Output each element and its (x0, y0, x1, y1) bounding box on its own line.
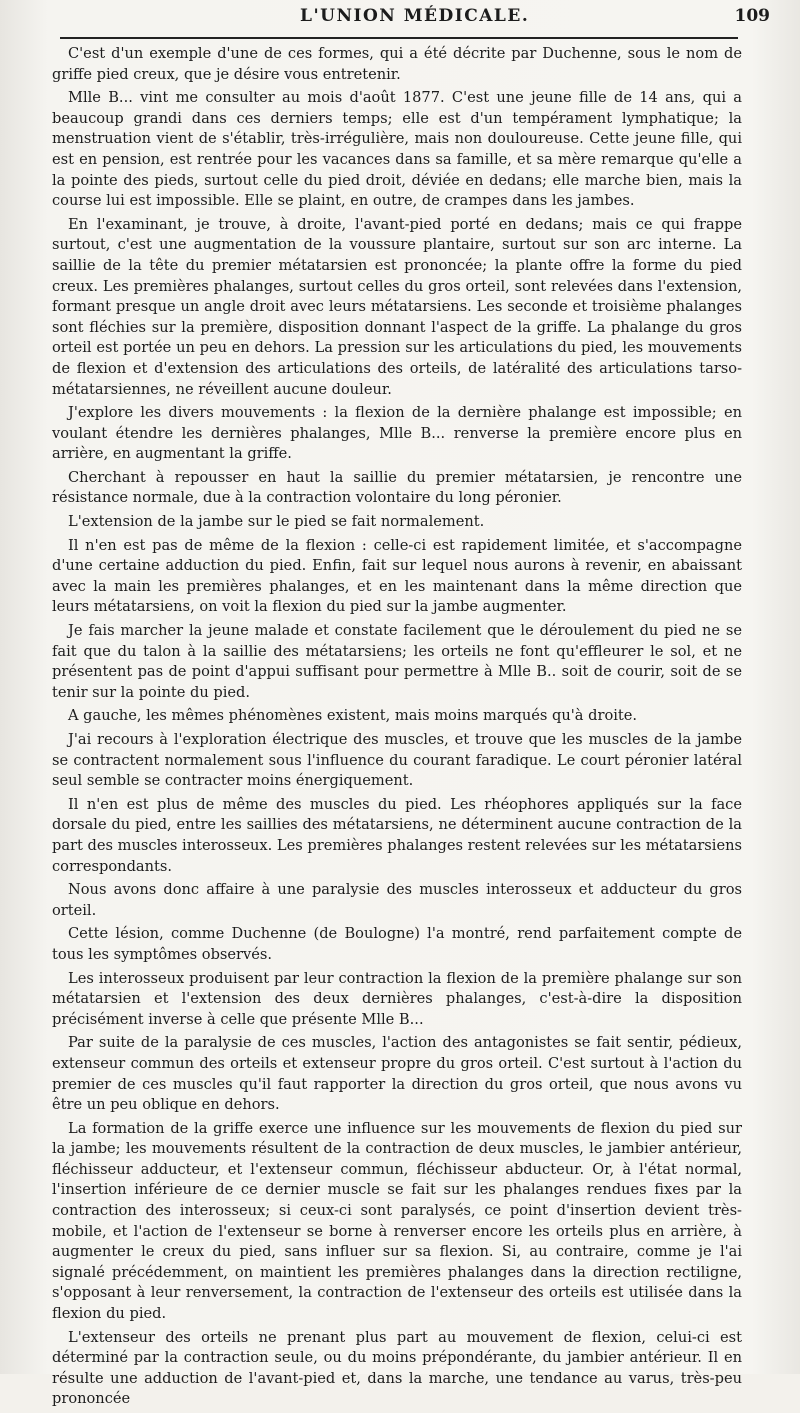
paragraph: En l'examinant, je trouve, à droite, l'avant-pied porté en dedans; mais ce qui frappe surtout, c'est une augmentation de la voussure plantaire, surtout sur son arc interne. La saillie de la tête du premier métatarsien est prononcée; la plante offre la forme du pied creux. Les premières phalanges, surtout celles du gros orteil, sont relevées dans l'extension, formant presque un angle droit avec leurs métatarsiens. Les seconde et troisième phalanges sont fléchies sur la première, disposition donnant l'aspect de la griffe. La phalange du gros orteil est portée un peu en dehors. La pression sur les articulations du pied, les mouvements de flexion et d'extension des articulations des orteils, de latéralité des articulations tarso-métatarsiennes, ne réveillent aucune douleur. (52, 215, 742, 398)
paragraph: La formation de la griffe exerce une influence sur les mouvements de flexion du pied sur la jambe; les mouvements résultent de la contraction de deux muscles, le jambier antérieur, fléchisseur adducteur, et l'extenseur commun, fléchisseur abducteur. Or, à l'état normal, l'insertion inférieure de ce dernier muscle se fait sur les phalanges rendues fixes par la contraction des interosseux; si ceux-ci sont paralysés, ce point d'insertion devient très-mobile, et l'action de l'extenseur se borne à renverser encore les orteils plus en arrière, à augmenter le creux du pied, sans influer sur sa flexion. Si, au contraire, comme je l'ai signalé précédemment, on maintient les premières phalanges dans la direction rectiligne, s'opposant à leur renversement, la contraction de l'extenseur des orteils est utilisée dans la flexion du pied. (52, 1119, 742, 1323)
paragraph: Par suite de la paralysie de ces muscles, l'action des antagonistes se fait sentir, pédieux, extenseur commun des orteils et extenseur propre du gros orteil. C'est surtout à l'action du premier de ces muscles qu'il faut rapporter la direction du gros orteil, que nous avons vu être un peu oblique en dehors. (52, 1034, 742, 1114)
paragraph: C'est d'un exemple d'une de ces formes, qui a été décrite par Duchenne, sous le nom de griffe pied creux, que je désire vous entretenir. (52, 45, 742, 83)
paragraph: J'ai recours à l'exploration électrique des muscles, et trouve que les muscles de la jambe se contractent normalement sous l'influence du courant faradique. Le court péronier latéral seul semble se contracter moins énergiquement. (52, 731, 742, 790)
paragraph: L'extension de la jambe sur le pied se fait normalement. (68, 513, 485, 531)
paragraph: Il n'en est pas de même de la flexion : celle-ci est rapidement limitée, et s'accompagne d'une certaine adduction du pied. Enfin, fait sur lequel nous aurons à revenir, en abaissant avec la main les premières phalanges, et en les maintenant dans la même direction que leurs métatarsiens, on voit la flexion du pied sur la jambe augmenter. (52, 536, 742, 616)
running-title: L'UNION MÉDICALE. (300, 6, 530, 26)
header-rule (60, 37, 738, 39)
page-number: 109 (734, 6, 770, 26)
paragraph: Je fais marcher la jeune malade et constate facilement que le déroulement du pied ne se fait que du talon à la saillie des métatarsiens; les orteils ne font qu'effleurer le sol, et ne présentent pas de point d'appui suffisant pour permettre à Mlle B.. soit de courir, soit de se tenir sur la pointe du pied. (52, 622, 742, 701)
paragraph: Nous avons donc affaire à une paralysie des muscles interosseux et adducteur du gros orteil. (52, 881, 742, 919)
paragraph: L'extenseur des orteils ne prenant plus part au mouvement de flexion, celui-ci est déterminé par la contraction seule, ou du moins prépondérante, du jambier antérieur. Il en résulte une adduction de l'avant-pied et, dans la marche, une tendance au varus, très-peu prononcée (52, 1328, 742, 1408)
paragraph: Il n'en est plus de même des muscles du pied. Les rhéophores appliqués sur la face dorsale du pied, entre les saillies des métatarsiens, ne déterminent aucune contraction de la part des muscles interosseux. Les premières phalanges restent relevées sur les métatarsiens correspondants. (52, 795, 742, 875)
paragraph: Cette lésion, comme Duchenne (de Boulogne) l'a montré, rend parfaitement compte de tous les symptômes observés. (52, 925, 742, 963)
paragraph: J'explore les divers mouvements : la flexion de la dernière phalange est impossible; en voulant étendre les dernières phalanges, Mlle B... renverse la première encore plus en arrière, en augmentant la griffe. (52, 404, 742, 463)
paragraph: Les interosseux produisent par leur contraction la flexion de la première phalange sur son métatarsien et l'extension des deux dernières phalanges, c'est-à-dire la disposition précisément inverse à celle que présente Mlle B... (52, 969, 742, 1028)
paragraph: A gauche, les mêmes phénomènes existent, mais moins marqués qu'à droite. (68, 707, 638, 725)
page-header (70, 4, 770, 32)
paragraph: Cherchant à repousser en haut la saillie du premier métatarsien, je rencontre une résistance normale, due à la contraction volontaire du long péronier. (52, 468, 742, 507)
body-text (52, 44, 742, 1413)
paragraph: Mlle B... vint me consulter au mois d'août 1877. C'est une jeune fille de 14 ans, qui a beaucoup grandi dans ces derniers temps; elle est d'un tempérament lymphatique; la menstruation vient de s'établir, très-irrégulière, mais non douloureuse. Cette jeune fille, qui est en pension, est rentrée pour les vacances dans sa famille, et sa mère remarque qu'elle a la pointe des pieds, surtout celle du pied droit, déviée en dedans; elle marche bien, mais la course lui est impossible. Elle se plaint, en outre, de crampes dans les jambes. (52, 89, 742, 210)
